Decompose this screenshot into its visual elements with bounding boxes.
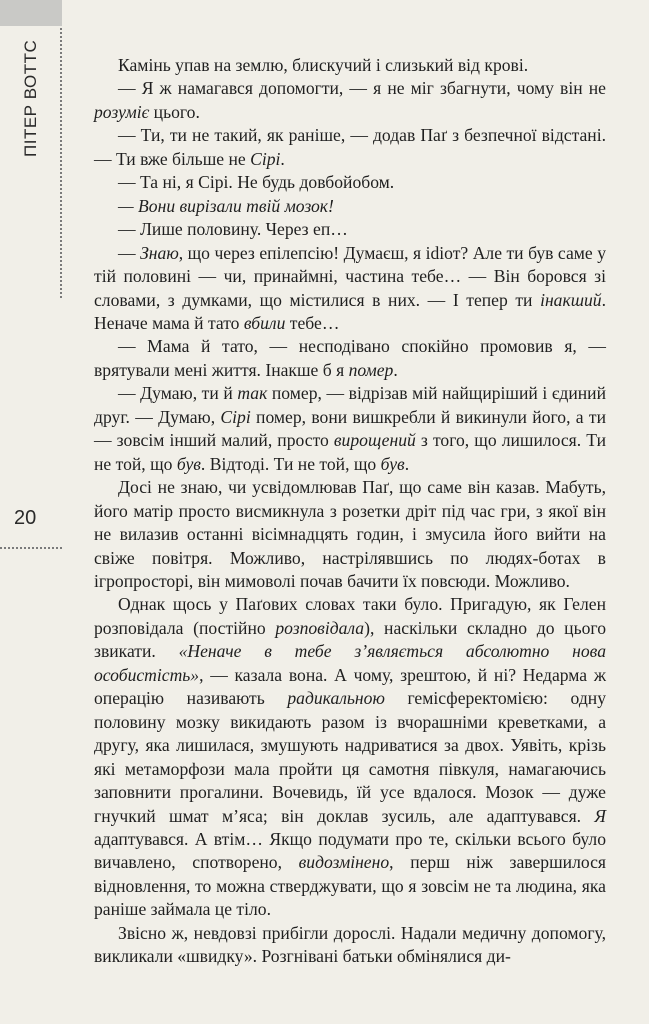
italic-text: вбили (243, 312, 286, 333)
italic-text: був (380, 453, 405, 474)
dotted-divider-horizontal (0, 547, 62, 549)
text-run: тебе… (285, 312, 340, 333)
paragraph (94, 124, 606, 171)
text-run: Досі не знаю, чи усвідомлював Паґ, що саме він казав. Мабуть, його матір просто висмикнула з розетки дріт під час гри, з якої він не вилазив останні вісімнадцять годин, і змусила його вийти на свіже повітря. Можливо, настрілявшись по людях-ботах в ігропросторі, він мимоволі почав бачити їх повсюди. Можливо. (94, 477, 606, 591)
italic-text: помер (348, 359, 394, 380)
paragraph (94, 335, 606, 382)
italic-text: Сірі (220, 406, 251, 427)
paragraph (94, 218, 606, 241)
dotted-divider-vertical (60, 28, 62, 298)
text-run: . (280, 148, 285, 169)
paragraph (94, 476, 606, 593)
paragraph (94, 54, 606, 77)
running-header-author: ПІТЕР ВОТТС (21, 40, 40, 158)
text-run: з того, що лишилося. Ти не той, що (94, 430, 606, 474)
text-run: — Думаю, ти й (118, 383, 238, 404)
italic-text: — Вони вирізали твій мозок! (118, 195, 334, 216)
italic-text: вирощений (333, 430, 416, 451)
italic-text: «Неначе в тебе з’являється абсолютно нова особистість» (94, 641, 606, 685)
text-run: , що через епілепсію! Думаєш, я idiот? Але ти був саме у тій половині — чи, принаймні, частина тебе… — Він боровся зі словами, з думками, що містилися в них. — І тепер ти (94, 242, 606, 310)
italic-text: Знаю (140, 242, 179, 263)
italic-text: Я (594, 805, 606, 826)
italic-text: розуміє (94, 101, 150, 122)
italic-text: інакший (540, 289, 602, 310)
text-run: , перш ніж завершилося відновлення, то можна стверджувати, що я зовсім не та людина, яка раніше займала це тіло. (94, 852, 606, 920)
page-number: 20 (14, 507, 37, 529)
corner-tab (0, 0, 62, 26)
italic-text: Сірі (250, 148, 281, 169)
text-run: — Мама й тато, — несподівано спокійно промовив я, — врятували мені життя. Інакше б я (94, 336, 606, 380)
paragraph (94, 171, 606, 194)
text-run: ), наскільки складно до цього звикати. (94, 617, 606, 662)
text-run: гемісферектомією: одну половину мозку викидають разом із вчорашніми креветками, а другу, яка лишилася, змушують надриватися за двох. Уявіть, крізь які метаморфози мала пройти ця самотня півкуля, намагаючись заповнити прогалини. Вочевидь, їй усе вдалося. Мозок — дуже гнучкий шмат м’яса; він доклав зусиль, але адаптувався. (94, 688, 606, 826)
text-run: адаптувався. А втім… Якщо подумати про те, скільки всього було вичавлено, спотворено, (94, 828, 606, 873)
text-run: , — казала вона. А чому, зрештою, й ні? Недарма ж операцію називають (94, 664, 606, 709)
paragraph (94, 242, 606, 336)
paragraph (94, 922, 606, 969)
italic-text: так (237, 383, 268, 404)
text-run: Однак щось у Паґових словах таки було. Пригадую, як Гелен розповідала (постійно (94, 594, 606, 638)
text-run: цього. (149, 101, 200, 122)
text-run: . (393, 359, 398, 380)
text-run: — Я ж намагався допомогти, — я не міг збагнути, чому він не (118, 78, 606, 99)
text-run: — (118, 242, 141, 263)
text-run: — Та ні, я Сірі. Не будь довбойобом. (118, 172, 395, 193)
text-run: Звісно ж, невдовзі прибігли дорослі. Надали медичну допомогу, викликали «швидку». Розгнівані батьки обмінялися ди- (94, 922, 606, 967)
body-text (94, 54, 606, 969)
text-run: — Лише половину. Через еп… (118, 219, 348, 240)
text-run: Камінь упав на землю, блискучий і слизький від крові. (118, 55, 529, 75)
text-run: . Відтоді. Ти не той, що (200, 453, 381, 474)
italic-text: видозмінено (298, 852, 390, 873)
text-run: . Неначе мама й тато (94, 289, 606, 333)
paragraph (94, 77, 606, 124)
paragraph (94, 382, 606, 476)
italic-text: розповідала (275, 617, 365, 638)
paragraph (94, 195, 606, 218)
text-run: помер, вони вишкребли й викинули його, а ти — зовсім інший малий, просто (94, 406, 606, 451)
italic-text: радикальною (287, 688, 385, 709)
paragraph (94, 593, 606, 921)
text-run: — Ти, ти не такий, як раніше, — додав Паґ з безпечної відстані. — Ти вже більше не (94, 125, 606, 169)
text-run: . (404, 453, 410, 474)
text-run: помер, — відрізав мій найщиріший і єдиний друг. — Думаю, (94, 383, 607, 427)
italic-text: був (176, 453, 201, 474)
